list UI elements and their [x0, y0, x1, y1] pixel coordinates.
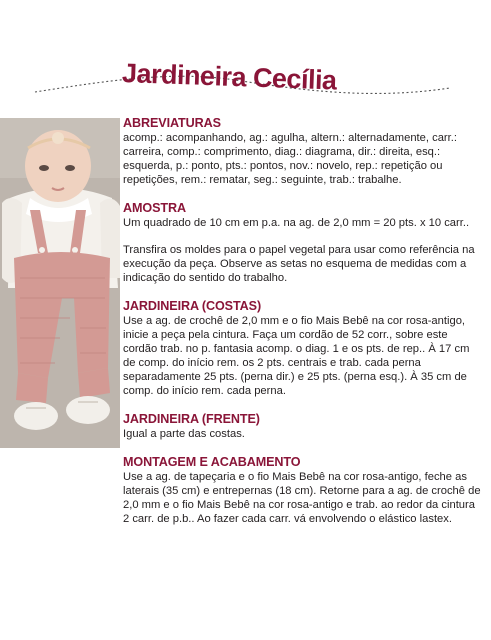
- section-heading: JARDINEIRA (FRENTE): [123, 412, 260, 426]
- section-heading: MONTAGEM E ACABAMENTO: [123, 455, 301, 469]
- section-text: Igual a parte das costas.: [123, 428, 245, 440]
- section-montagem: [123, 454, 483, 526]
- section-heading: ABREVIATURAS: [123, 116, 221, 130]
- section-text: Use a ag. de crochê de 2,0 mm e o fio Mais Bebê na cor rosa-antigo, inicie a peça pela cintura. Faça um cordão de 52 corr., sobre este cordão trab. no p. fantasia acomp. o diag. 1 e os pts. de rep.. À 17 cm de comp. do início rem. os 2 pts. centrais e trab. cada perna separadamente 25 pts. (perna dir.) e 25 pts. (perna esq.). À 35 cm de comp. do início rem. cada perna.: [123, 315, 470, 397]
- dotted-swirl-decoration: [0, 0, 491, 110]
- section-costas: [123, 298, 483, 398]
- baby-photo: [0, 118, 120, 448]
- section-frente: [123, 411, 483, 441]
- section-abreviaturas: [123, 115, 483, 187]
- pattern-note: Transfira os moldes para o papel vegetal para usar como referência na execução da peça. Observe as setas no esquema de medidas com a indicação do sentido do trabalho.: [123, 244, 475, 284]
- section-text: Um quadrado de 10 cm em p.a. na ag. de 2,0 mm = 20 pts. x 10 carr..: [123, 217, 470, 229]
- header: [0, 0, 491, 110]
- section-text: Use a ag. de tapeçaria e o fio Mais Bebê na cor rosa-antigo, feche as laterais (35 cm) e entrepernas (18 cm). Retorne para a ag. de crochê de 2,0 mm e o fio Mais Bebê na cor rosa-antigo e trab. ao redor da cintura 2 carr. de p.b.. Ao fazer cada carr. vá envolvendo o elástico lastex.: [123, 471, 481, 525]
- pattern-instructions: [123, 115, 483, 539]
- section-heading: AMOSTRA: [123, 201, 186, 215]
- page-title: Jardineira Cecília: [121, 58, 338, 96]
- section-heading: JARDINEIRA (COSTAS): [123, 299, 262, 313]
- section-amostra: [123, 200, 483, 230]
- section-text: acomp.: acompanhando, ag.: agulha, altern.: alternadamente, carr.: carreira, comp.: comprimento, diag.: diagrama, dir.: direita, esq.: esquerda, p.: ponto, pts.: pontos, nov.: novelo, rep.: repetição ou repetições, rem.: rematar, seg.: seguinte, trab.: trabalhe.: [123, 132, 457, 186]
